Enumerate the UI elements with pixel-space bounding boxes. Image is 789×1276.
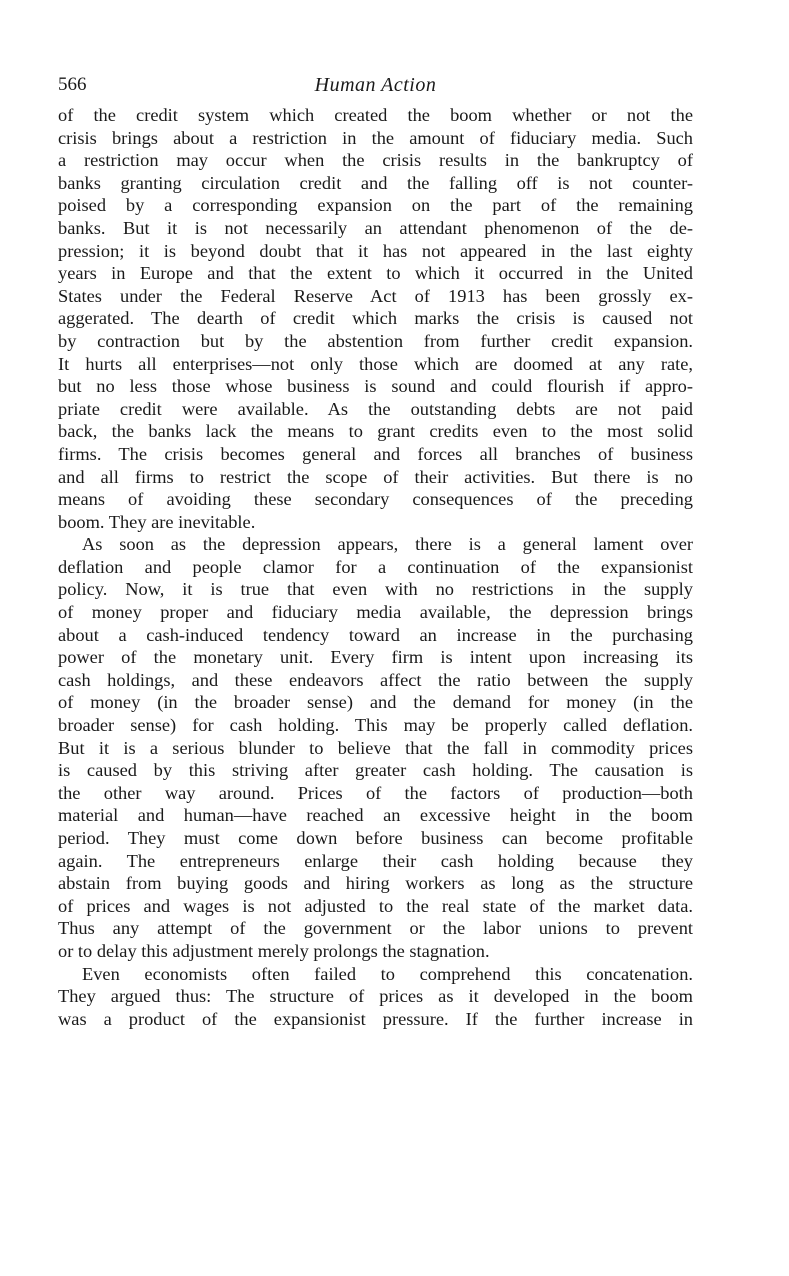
text-line: means of avoiding these secondary consequences of the preceding: [58, 489, 693, 510]
text-line: years in Europe and that the extent to which it occurred in the United: [58, 263, 693, 284]
text-line: crisis brings about a restriction in the amount of fiduciary media. Such: [58, 127, 693, 148]
text-line: but no less those whose business is sound and could flourish if appro-: [58, 376, 693, 397]
text-line: cash holdings, and these endeavors affect the ratio between the supply: [58, 669, 693, 690]
text-line: again. The entrepreneurs enlarge their cash holding because they: [58, 850, 693, 871]
text-line: of money (in the broader sense) and the demand for money (in the: [58, 692, 693, 713]
running-title: Human Action: [314, 74, 437, 96]
page-number: 566: [58, 74, 87, 95]
body-text: [58, 104, 693, 1030]
text-line: is caused by this striving after greater cash holding. The causation is: [58, 760, 693, 781]
text-line: a restriction may occur when the crisis results in the bankruptcy of: [58, 150, 693, 171]
paragraph: [58, 533, 693, 962]
text-line: But it is a serious blunder to believe that the fall in commodity prices: [58, 737, 693, 758]
running-head: [58, 74, 693, 102]
text-line: power of the monetary unit. Every firm is intent upon increasing its: [58, 647, 693, 668]
text-line: firms. The crisis becomes general and forces all branches of business: [58, 443, 693, 464]
text-line: the other way around. Prices of the factors of production—both: [58, 782, 693, 803]
text-line: boom. They are inevitable.: [58, 511, 256, 532]
text-line: back, the banks lack the means to grant credits even to the most solid: [58, 421, 693, 442]
text-line: policy. Now, it is true that even with no restrictions in the supply: [58, 579, 693, 600]
text-line: or to delay this adjustment merely prolongs the stagnation.: [58, 940, 490, 961]
text-line: period. They must come down before business can become profitable: [58, 828, 693, 848]
text-line: and all firms to restrict the scope of their activities. But there is no: [58, 466, 693, 487]
text-line: Even economists often failed to comprehend this concatenation.: [82, 963, 693, 984]
text-line: Thus any attempt of the government or the labor unions to prevent: [58, 918, 693, 939]
text-line: priate credit were available. As the outstanding debts are not paid: [58, 398, 693, 419]
text-line: aggerated. The dearth of credit which marks the crisis is caused not: [58, 308, 693, 329]
text-line: about a cash-induced tendency toward an increase in the purchasing: [58, 624, 693, 645]
text-line: material and human—have reached an excessive height in the boom: [58, 805, 693, 826]
text-line: was a product of the expansionist pressure. If the further increase in: [58, 1008, 693, 1029]
text-line: They argued thus: The structure of prices as it developed in the boom: [58, 986, 693, 1007]
text-line: abstain from buying goods and hiring workers as long as the structure: [58, 873, 693, 894]
text-line: pression; it is beyond doubt that it has not appeared in the last eighty: [58, 240, 693, 261]
text-line: poised by a corresponding expansion on the part of the remaining: [58, 195, 693, 216]
text-line: As soon as the depression appears, there is a general lament over: [82, 534, 693, 555]
text-line: It hurts all enterprises—not only those which are doomed at any rate,: [58, 353, 693, 374]
text-line: banks. But it is not necessarily an attendant phenomenon of the de-: [58, 217, 693, 238]
book-page: [58, 74, 693, 1030]
text-line: broader sense) for cash holding. This may be properly called deflation.: [58, 715, 693, 736]
text-line: of money proper and fiduciary media available, the depression brings: [58, 602, 693, 623]
text-line: States under the Federal Reserve Act of 1913 has been grossly ex-: [58, 285, 693, 306]
text-line: of prices and wages is not adjusted to the real state of the market data.: [58, 895, 693, 916]
text-line: banks granting circulation credit and the falling off is not counter-: [58, 172, 693, 193]
text-line: by contraction but by the abstention from further credit expansion.: [58, 330, 693, 351]
paragraph: [58, 104, 693, 533]
text-line: deflation and people clamor for a continuation of the expansionist: [58, 556, 693, 577]
paragraph: [58, 963, 693, 1031]
text-line: of the credit system which created the boom whether or not the: [58, 105, 693, 125]
